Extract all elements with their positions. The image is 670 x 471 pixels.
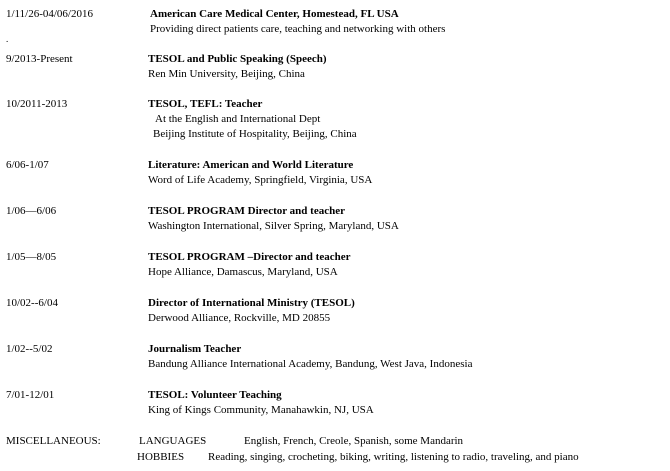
entry-title: TESOL PROGRAM –Director and teacher (148, 251, 351, 263)
hobbies-label: HOBBIES (137, 451, 185, 463)
entry-title: TESOL, TEFL: Teacher (148, 98, 263, 110)
entry-date: 9/2013-Present (6, 53, 73, 65)
entry-date: 10/02--6/04 (6, 297, 58, 309)
entry-detail: Washington International, Silver Spring, Maryland, USA (148, 220, 399, 232)
entry-content (148, 158, 372, 188)
entry-detail: At the English and International Dept (155, 113, 321, 125)
entry-detail: King of Kings Community, Manahawkin, NJ, USA (148, 404, 374, 416)
entry-title: TESOL and Public Speaking (Speech) (148, 53, 327, 65)
entry-detail: Word of Life Academy, Springfield, Virginia, USA (148, 174, 373, 186)
entry-content (148, 388, 374, 418)
entry-date: 6/06-1/07 (6, 159, 49, 171)
entry-content (148, 52, 327, 82)
languages-label: LANGUAGES (139, 435, 207, 447)
entry-content (148, 342, 472, 372)
misc-label: MISCELLANEOUS: (6, 435, 101, 447)
entry-title: Director of International Ministry (TESOL) (148, 297, 355, 309)
languages-value: English, French, Creole, Spanish, some Mandarin (244, 435, 464, 447)
entry-title: Literature: American and World Literature (148, 159, 354, 171)
entry-date: 1/02--5/02 (6, 343, 53, 355)
entry-date: 10/2011-2013 (6, 98, 68, 110)
entry-content (148, 97, 357, 142)
entry-title: TESOL PROGRAM Director and teacher (148, 205, 345, 217)
entry-detail: Hope Alliance, Damascus, Maryland, USA (148, 266, 338, 278)
entry-date: 7/01-12/01 (6, 389, 55, 401)
entry-date: 1/11/26-04/06/2016 (6, 8, 93, 20)
entry-title: American Care Medical Center, Homestead, FL USA (150, 8, 399, 20)
stray-mark: . (6, 34, 9, 44)
entry-detail: Beijing Institute of Hospitality, Beijing, China (153, 128, 357, 140)
entry-title: TESOL: Volunteer Teaching (148, 389, 282, 401)
entry-content (148, 204, 399, 234)
entry-date: 1/06—6/06 (6, 205, 57, 217)
entry-title: Journalism Teacher (148, 343, 242, 355)
entry-date: 1/05—8/05 (6, 251, 57, 263)
entry-content (148, 296, 355, 326)
entry-detail: Ren Min University, Beijing, China (148, 68, 305, 80)
hobbies-value: Reading, singing, crocheting, biking, writing, listening to radio, traveling, and piano (208, 451, 579, 463)
entry-content (148, 250, 350, 280)
entry-detail: Bandung Alliance International Academy, Bandung, West Java, Indonesia (148, 358, 473, 370)
entry-content (150, 7, 445, 37)
entry-detail: Providing direct patients care, teaching and networking with others (150, 23, 446, 35)
entry-detail: Derwood Alliance, Rockville, MD 20855 (148, 312, 331, 324)
